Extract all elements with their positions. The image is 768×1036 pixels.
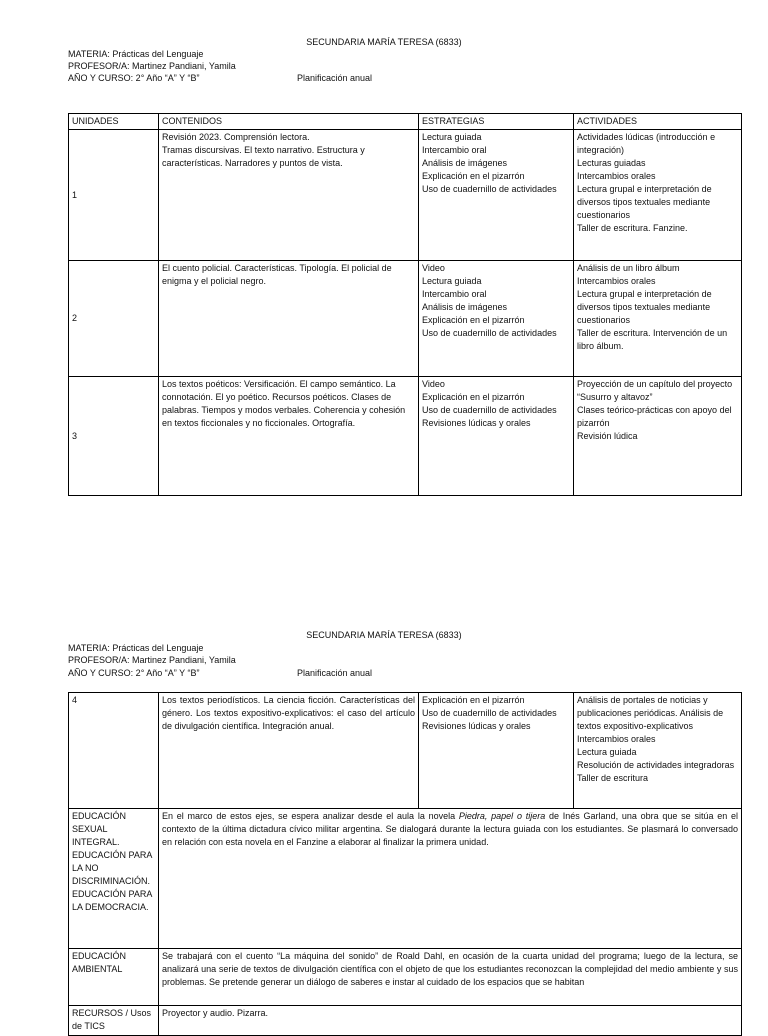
unit-number: 1 bbox=[69, 130, 159, 261]
planning-table-1 bbox=[68, 113, 742, 496]
actividades-cell: Análisis de portales de noticias y publicaciones periódicas. Análisis de textos expositivo-explicativos Intercambios orales Lectura guiada Resolución de actividades integradoras Taller de escritura bbox=[574, 693, 742, 809]
contenidos-cell: Los textos periodísticos. La ciencia ficción. Características del género. Los textos expositivo-explicativos: el caso del artículo de divulgación científica. Integración anual. bbox=[159, 693, 419, 809]
estrategias-cell: Lectura guiada Intercambio oral Análisis de imágenes Explicación en el pizarrón Uso de cuadernillo de actividades bbox=[419, 130, 574, 261]
table-row bbox=[69, 693, 742, 809]
estrategias-cell: Video Lectura guiada Intercambio oral Análisis de imágenes Explicación en el pizarrón Uso de cuadernillo de actividades bbox=[419, 261, 574, 377]
unit-number: 2 bbox=[69, 261, 159, 377]
header-unidades: UNIDADES bbox=[69, 114, 159, 130]
table-row bbox=[69, 130, 742, 261]
header-actividades: ACTIVIDADES bbox=[574, 114, 742, 130]
recursos-label: RECURSOS / Usos de TICS bbox=[69, 1006, 159, 1036]
esi-row bbox=[69, 809, 742, 949]
plan-label: Planificación anual bbox=[297, 668, 373, 678]
page-gap bbox=[0, 512, 768, 612]
actividades-cell: Proyección de un capítulo del proyecto “Susurro y altavoz” Clases teórico-prácticas con apoyo del pizarrón Revisión lúdica bbox=[574, 377, 742, 496]
unit-number: 3 bbox=[69, 377, 159, 496]
unit-number: 4 bbox=[69, 693, 159, 809]
curso-line: AÑO Y CURSO: 2° Año “A” Y “B” bbox=[68, 73, 200, 83]
estrategias-cell: Explicación en el pizarrón Uso de cuadernillo de actividades Revisiones lúdicas y orales bbox=[419, 693, 574, 809]
table-row bbox=[69, 377, 742, 496]
ambiental-label: EDUCACIÓN AMBIENTAL bbox=[69, 949, 159, 1006]
recursos-row bbox=[69, 1006, 742, 1036]
ambiental-row bbox=[69, 949, 742, 1006]
plan-label: Planificación anual bbox=[297, 73, 373, 83]
ambiental-text: Se trabajará con el cuento “La máquina del sonido” de Roald Dahl, en ocasión de la cuarta unidad del programa; luego de la lectura, se analizará una serie de textos de divulgación científica con el objeto de que los estudiantes reconozcan la complejidad del medio ambiente y sus problemas. Se pretende generar un diálogo de saberes e instar al cuidado de los espacios que se habitan bbox=[159, 949, 742, 1006]
esi-label: EDUCACIÓN SEXUAL INTEGRAL. EDUCACIÓN PARA LA NO DISCRIMINACIÓN. EDUCACIÓN PARA LA DEMOCRACIA. bbox=[69, 809, 159, 949]
planning-table-2 bbox=[68, 692, 742, 1036]
curso-line: AÑO Y CURSO: 2° Año “A” Y “B” bbox=[68, 668, 200, 678]
recursos-text: Proyector y audio. Pizarra. bbox=[159, 1006, 742, 1036]
estrategias-cell: Video Explicación en el pizarrón Uso de cuadernillo de actividades Revisiones lúdicas y orales bbox=[419, 377, 574, 496]
esi-text: En el marco de estos ejes, se espera analizar desde el aula la novela Piedra, papel o tijera de Inés Garland, una obra que se sitúa en el contexto de la última dictadura cívico militar argentina. Se dialogará durante la lectura guiada con los estudiantes. Se plasmará lo conversado en relación con esta novela en el Fanzine a elaborar al finalizar la primera unidad. bbox=[159, 809, 742, 949]
novel-title: Piedra, papel o tijera bbox=[458, 811, 546, 821]
table-row bbox=[69, 261, 742, 377]
profesor-line: PROFESOR/A: Martinez Pandiani, Yamila bbox=[68, 61, 236, 71]
profesor-line: PROFESOR/A: Martinez Pandiani, Yamila bbox=[68, 655, 236, 665]
actividades-cell: Actividades lúdicas (introducción e integración) Lecturas guiadas Intercambios orales Lectura grupal e interpretación de diversos tipos textuales mediante cuestionarios Taller de escritura. Fanzine. bbox=[574, 130, 742, 261]
contenidos-cell: Revisión 2023. Comprensión lectora. Tramas discursivas. El texto narrativo. Estructura y características. Narradores y puntos de vista. bbox=[159, 130, 419, 261]
materia-line: MATERIA: Prácticas del Lenguaje bbox=[68, 643, 204, 653]
contenidos-cell: Los textos poéticos: Versificación. El campo semántico. La connotación. El yo poético. Recursos poéticos. Clases de palabras. Tiempos y modos verbales. Coherencia y cohesión en textos ficcionales y no ficcionales. Ortografía. bbox=[159, 377, 419, 496]
contenidos-cell: El cuento policial. Características. Tipología. El policial de enigma y el policial negro. bbox=[159, 261, 419, 377]
table-header-row bbox=[69, 114, 742, 130]
actividades-cell: Análisis de un libro álbum Intercambios orales Lectura grupal e interpretación de diversos tipos textuales mediante cuestionarios Taller de escritura. Intervención de un libro álbum. bbox=[574, 261, 742, 377]
header-estrategias: ESTRATEGIAS bbox=[419, 114, 574, 130]
header-contenidos: CONTENIDOS bbox=[159, 114, 419, 130]
school-title: SECUNDARIA MARÍA TERESA (6833) bbox=[306, 630, 462, 640]
school-title: SECUNDARIA MARÍA TERESA (6833) bbox=[306, 37, 462, 47]
materia-line: MATERIA: Prácticas del Lenguaje bbox=[68, 49, 204, 59]
